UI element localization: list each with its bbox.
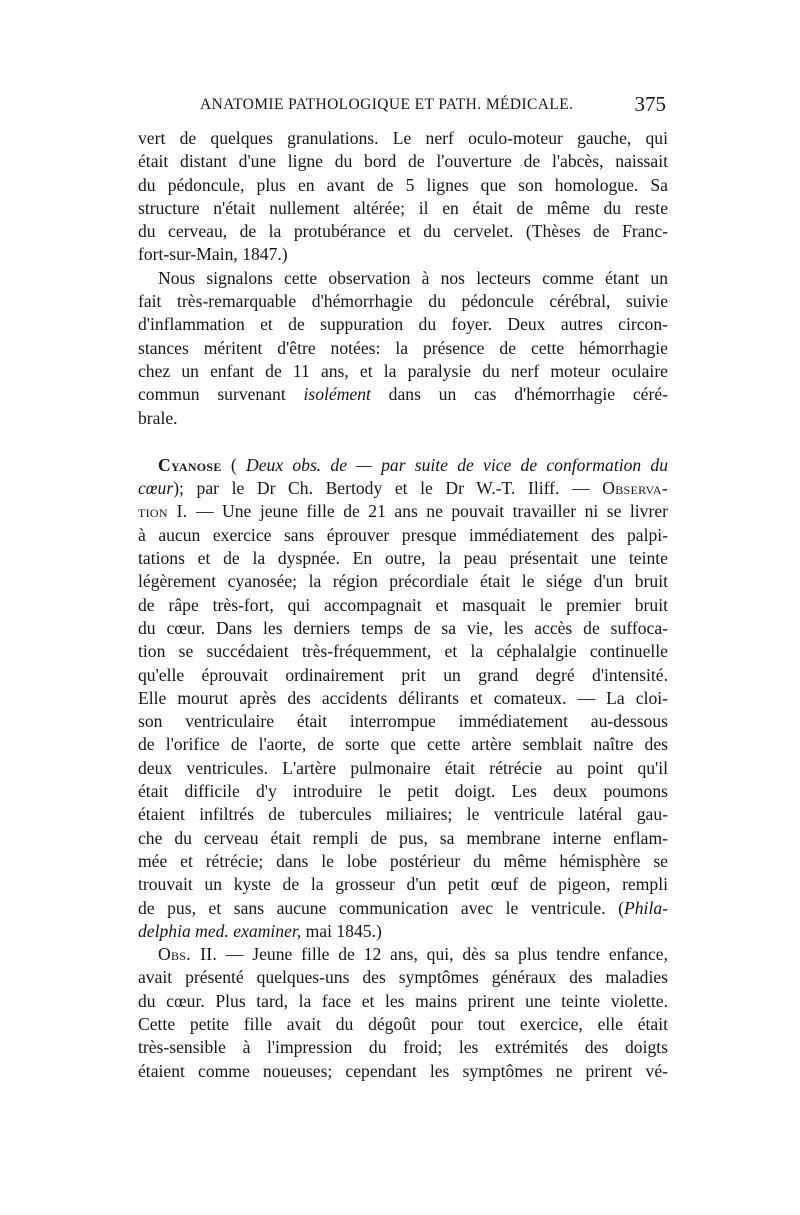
text-line: structure n'était nullement altérée; il en était de même du reste xyxy=(138,197,668,218)
text-run: ( xyxy=(221,454,247,475)
text-line xyxy=(138,454,668,477)
paragraph-obs-2 xyxy=(138,943,668,1083)
text-line: trouvait un kyste de la grosseur d'un petit œuf de pigeon, rempli xyxy=(138,874,668,895)
text-line: fait très-remarquable d'hémorrhagie du pédoncule cérébral, suivie xyxy=(138,291,668,312)
text-line: d'inflammation et de suppuration du foyer. Deux autres circon- xyxy=(138,314,668,335)
page-header xyxy=(138,92,666,120)
text-line: était difficile d'y introduire le petit doigt. Les deux poumons xyxy=(138,781,668,802)
text-line: che du cerveau était rempli de pus, sa membrane interne enflam- xyxy=(138,827,668,848)
text-line: étaient comme noueuses; cependant les symptômes ne prirent vé- xyxy=(138,1060,668,1081)
text-line xyxy=(138,897,668,920)
text-line: tion se succédaient très-fréquemment, et la céphalalgie continuelle xyxy=(138,641,668,662)
paragraph-gap xyxy=(138,430,668,454)
text-run: — Une jeune fille de 21 ans ne pouvait travailler ni se livrer xyxy=(187,501,668,522)
text-run: de pus, et sans aucune communication avec le ventricule. ( xyxy=(138,897,625,918)
observation-label: Obs. II. xyxy=(158,944,218,965)
text-line xyxy=(138,920,668,943)
text-line: très-sensible à l'impression du froid; les extrémités des doigts xyxy=(138,1037,668,1058)
text-line: Elle mourut après des accidents délirants et comateux. — La cloi- xyxy=(138,687,668,708)
text-line: de l'orifice de l'aorte, de sorte que cette artère semblait naître des xyxy=(138,734,668,755)
text-line: du pédoncule, plus en avant de 5 lignes que son homologue. Sa xyxy=(138,174,668,195)
text-line: brale. xyxy=(138,407,178,428)
text-line: vert de quelques granulations. Le nerf oculo-moteur gauche, qui xyxy=(138,128,668,148)
running-head: ANATOMIE PATHOLOGIQUE ET PATH. MÉDICALE. xyxy=(200,96,574,113)
text-line: tations et de la dyspnée. En outre, la peau présentait une teinte xyxy=(138,548,668,569)
body-text xyxy=(138,127,668,1083)
text-line: fort-sur-Main, 1847.) xyxy=(138,244,288,265)
text-line: de râpe très-fort, qui accompagnait et masquait le premier bruit xyxy=(138,594,668,615)
text-line xyxy=(138,943,668,966)
paragraph-commentary xyxy=(138,267,668,430)
text-line: était distant d'une ligne du bord de l'ouverture de l'abcès, naissait xyxy=(138,151,668,172)
text-line xyxy=(138,500,668,523)
text-line: du cœur. Dans les derniers temps de sa vie, les accès de suffoca- xyxy=(138,617,668,638)
text-line xyxy=(138,477,668,500)
italic-source: delphia med. examiner, xyxy=(138,920,302,941)
italic-source: Phila- xyxy=(624,897,668,918)
italic-title: cœur xyxy=(138,478,174,499)
text-line xyxy=(138,383,668,406)
text-line: à aucun exercice sans éprouver presque immédiatement des palpi- xyxy=(138,524,668,545)
text-line: mée et rétrécie; dans le lobe postérieur du même hémisphère se xyxy=(138,850,668,871)
text-line: chez un enfant de 11 ans, et la paralysie du nerf moteur oculaire xyxy=(138,360,668,381)
text-line: du cerveau, de la protubérance et du cervelet. (Thèses de Franc- xyxy=(138,221,668,242)
italic-title: Deux obs. de — par suite de vice de conformation du xyxy=(246,454,668,475)
paragraph-abscess-end xyxy=(138,127,668,267)
text-run: dans un cas d'hémorrhagie céré- xyxy=(370,384,668,405)
text-line: du cœur. Plus tard, la face et les mains prirent une teinte violette. xyxy=(138,990,668,1011)
text-line: légèrement cyanosée; la région précordiale était le siége d'un bruit xyxy=(138,571,668,592)
section-heading: Cyanose xyxy=(158,454,222,475)
text-line: étaient infiltrés de tubercules miliaires; le ventricule latéral gau- xyxy=(138,804,668,825)
text-line: qu'elle éprouvait ordinairement prit un grand degré d'intensité. xyxy=(138,664,668,685)
text-run: — Jeune fille de 12 ans, qui, dès sa plus tendre enfance, xyxy=(217,944,668,965)
observation-label: tion I. xyxy=(138,501,188,522)
paragraph-cyanose xyxy=(138,454,668,943)
text-run: ); par le Dr Ch. Bertody et le Dr W.-T. Iliff. — xyxy=(173,478,603,499)
text-line: avait présenté quelques-uns des symptômes généraux des maladies xyxy=(138,967,668,988)
text-line: stances méritent d'être notées: la présence de cette hémorrhagie xyxy=(138,337,668,358)
text-run: mai 1845.) xyxy=(301,920,382,941)
text-run: commun survenant xyxy=(138,384,304,405)
italic-word: isolément xyxy=(303,384,371,405)
text-line: son ventriculaire était interrompue immédiatement au-dessous xyxy=(138,711,668,732)
page-number: 375 xyxy=(634,92,666,116)
observation-label: Observa- xyxy=(602,478,668,499)
text-line: Cette petite fille avait du dégoût pour tout exercice, elle était xyxy=(138,1013,668,1034)
text-line: deux ventricules. L'artère pulmonaire était rétrécie au point qu'il xyxy=(138,757,668,778)
text-line: Nous signalons cette observation à nos lecteurs comme étant un xyxy=(158,267,668,288)
